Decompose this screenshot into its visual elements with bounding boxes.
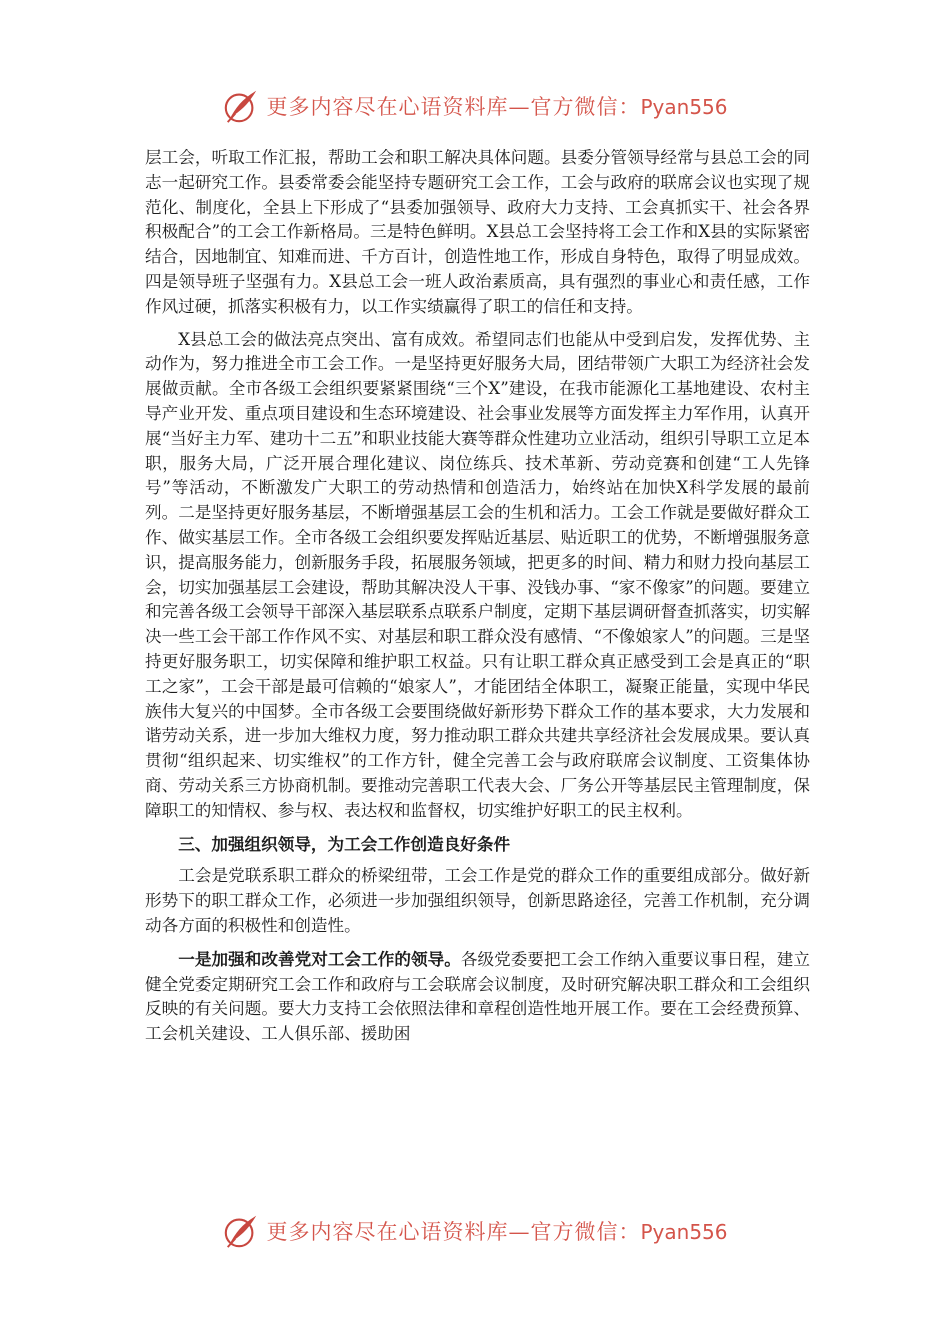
wechat-id: Pyan556 [640,1220,728,1244]
wechat-id: Pyan556 [640,95,728,119]
paragraph-1: 层工会，听取工作汇报，帮助工会和职工解决具体问题。县委分管领导经常与县总工会的同志一起研究工作。县委常委会能坚持专题研究工会工作，工会与政府的联席会议也实现了规范化、制度化，全县上下形成了“县委加强领导、政府大力支持、工会真抓实干、社会各界积极配合”的工会工作新格局。三是特色鲜明。X县总工会坚持将工会工作和X县的实际紧密结合，因地制宜、知难而进、千方百计，创造性地工作，形成自身特色，取得了明显成效。四是领导班子坚强有力。X县总工会一班人政治素质高，具有强烈的事业心和责任感，工作作风过硬，抓落实积极有力，以工作实绩赢得了职工的信任和支持。 [145,148,810,316]
feather-pen-logo-icon [222,1212,260,1250]
paragraph-2: X县总工会的做法亮点突出、富有成效。希望同志们也能从中受到启发，发挥优势、主动作为，努力推进全市工会工作。一是坚持更好服务大局，团结带领广大职工为经济社会发展做贡献。全市各级工会组织要紧紧围绕“三个X”建设，在我市能源化工基地建设、农村主导产业开发、重点项目建设和生态环境建设、社会事业发展等方面发挥主力军作用，认真开展“当好主力军、建功十二五”和职业技能大赛等群众性建功立业活动，组织引导职工立足本职，服务大局，广泛开展合理化建议、岗位练兵、技术革新、劳动竞赛和创建“工人先锋号”等活动，不断激发广大职工的劳动热情和创造活力，始终站在加快X科学发展的最前列。二是坚持更好服务基层，不断增强基层工会的生机和活力。工会工作就是要做好群众工作、做实基层工作。全市各级工会组织要发挥贴近基层、贴近职工的优势，不断增强服务意识，提高服务能力，创新服务手段，拓展服务领域，把更多的时间、精力和财力投向基层工会，切实加强基层工会建设，帮助其解决没人干事、没钱办事、“家不像家”的问题。要建立和完善各级工会领导干部深入基层联系点联系户制度，定期下基层调研督查抓落实，切实解决一些工会干部工作作风不实、对基层和职工群众没有感情、“不像娘家人”的问题。三是坚持更好服务职工，切实保障和维护职工权益。只有让职工群众真正感受到工会是真正的“职工之家”，工会干部是最可信赖的“娘家人”，才能团结全体职工，凝聚正能量，实现中华民族伟大复兴的中国梦。全市各级工会要围绕做好新形势下群众工作的基本要求，大力发展和谐劳动关系，进一步加大维权力度，努力推动职工群众共建共享经济社会发展成果。要认真贯彻“组织起来、切实维权”的工作方针，健全完善工会与政府联席会议制度、工资集体协商、劳动关系三方协商机制。要推动完善职工代表大会、厂务公开等基层民主管理制度，保障职工的知情权、参与权、表达权和监督权，切实维护好职工的民主权利。 [145,329,810,820]
paragraph-body: 各级党委要把工会工作纳入重要议事日程，建立健全党委定期研究工会工作和政府与工会联席会议制度，及时研究解决职工群众和工会组织反映的有关问题。要大力支持工会依照法律和章程创造性地开展工作。要在工会经费预算、工会机关建设、工人俱乐部、援助困 [145,949,811,1044]
banner-text: 更多内容尽在心语资料库—官方微信：Pyan556 [266,1220,728,1244]
footer-watermark-banner [0,1209,950,1253]
paragraph-lead: 一是加强和改善党对工会工作的领导。 [178,948,461,969]
section-heading: 三、加强组织领导，为工会工作创造良好条件 [178,833,511,854]
banner-text: 更多内容尽在心语资料库—官方微信：Pyan556 [266,95,728,119]
feather-pen-logo-icon [222,87,260,125]
header-watermark-banner [0,84,950,128]
section-intro: 工会是党联系职工群众的桥梁纽带，工会工作是党的群众工作的重要组成部分。做好新形势下的职工群众工作，必须进一步加强组织领导，创新思路途径，完善工作机制，充分调动各方面的积极性和创造性。 [145,866,810,935]
paragraph-last [145,947,810,1047]
document-body [145,146,810,1047]
